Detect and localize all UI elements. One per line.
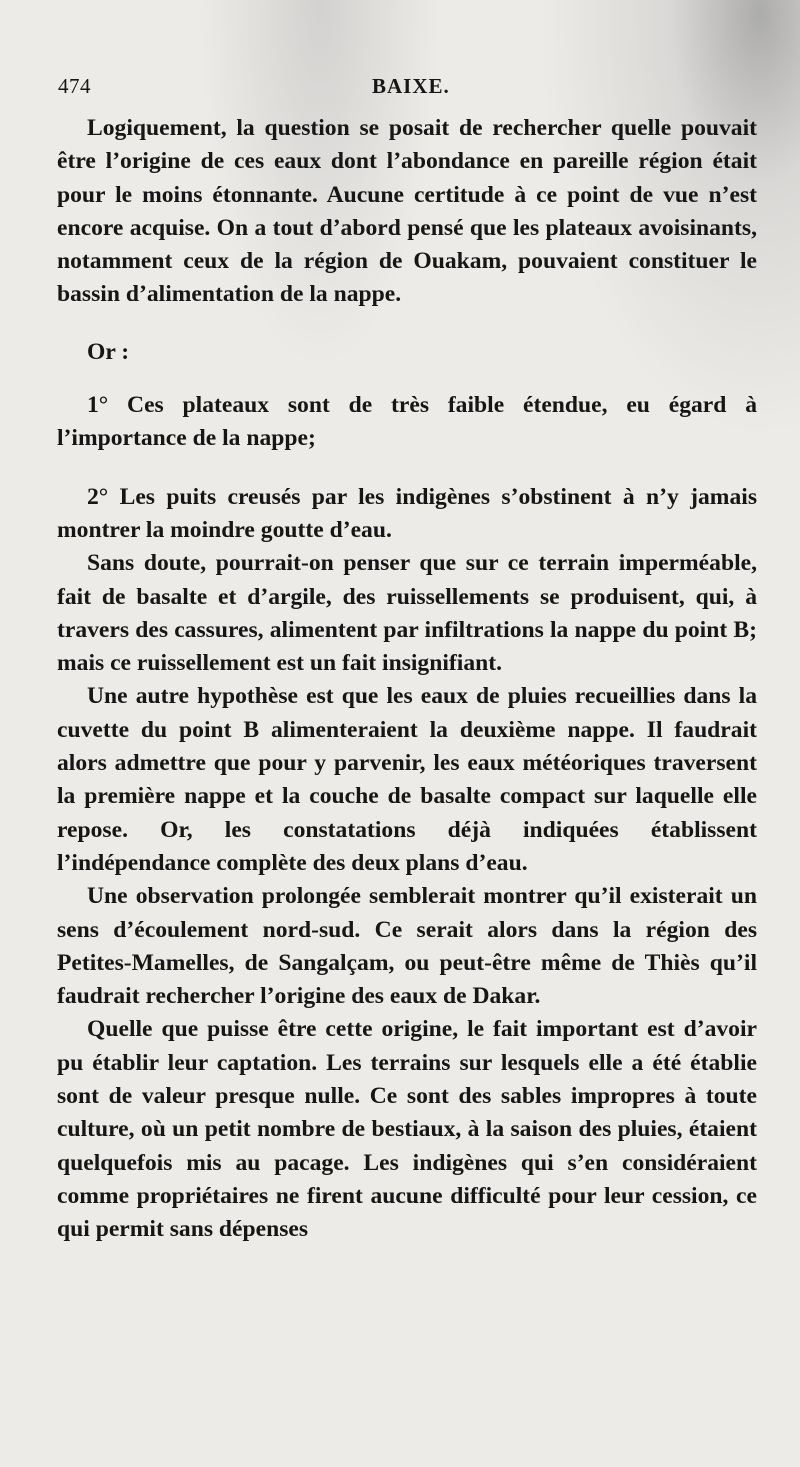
body-text [57,112,757,1247]
page-number: 474 [58,74,91,98]
running-title: BAIXE. [372,74,450,98]
page-header [58,74,758,104]
list-item-1-plateaux: 1° Ces plateaux sont de très faible étendue, eu égard à l’importance de la nappe; [57,392,757,452]
paragraph-ruissellement: Sans doute, pourrait-on penser que sur ce terrain imperméable, fait de basalte et d’argile, des ruissellements se produisent, qui, à travers des cassures, alimentent par infiltrations la nappe du point B; mais ce ruissellement est un fait insignifiant. [57,550,757,677]
paragraph-captation: Quelle que puisse être cette origine, le fait important est d’avoir pu établir leur captation. Les terrains sur lesquels elle a été établie sont de valeur presque nulle. Ce sont des sables impropres à toute culture, où un petit nombre de bestiaux, à la saison des pluies, étaient quelquefois mis au pacage. Les indigènes qui s’en considéraient comme propriétaires ne firent aucune difficulté pour leur cession, ce qui permit sans dépenses [57,1016,757,1243]
list-item-2-puits: 2° Les puits creusés par les indigènes s’obstinent à n’y jamais montrer la moindre goutte d’eau. [57,483,757,543]
paragraph-origin-question: Logiquement, la question se posait de rechercher quelle pouvait être l’origine de ces eaux dont l’abondance en pareille région était pour le moins étonnante. Aucune certitude à ce point de vue n’est encore acquise. On a tout d’abord pensé que les plateaux avoisinants, notamment ceux de la région de Ouakam, pouvaient constituer le bassin d’alimentation de la nappe. [57,115,757,308]
paragraph-or: Or : [87,338,130,365]
paragraph-hypothese: Une autre hypothèse est que les eaux de pluies recueillies dans la cuvette du point B alimenteraient la deuxième nappe. Il faudrait alors admettre que pour y parvenir, les eaux météoriques traversent la première nappe et la couche de basalte compact sur laquelle elle repose. Or, les constatations déjà indiquées établissent l’indépendance complète des deux plans d’eau. [57,683,757,876]
paragraph-observation: Une observation prolongée semblerait montrer qu’il existerait un sens d’écoulement nord-sud. Ce serait alors dans la région des Petites-Mamelles, de Sangalçam, ou peut-être même de Thiès qu’il faudrait rechercher l’origine des eaux de Dakar. [57,883,757,1010]
